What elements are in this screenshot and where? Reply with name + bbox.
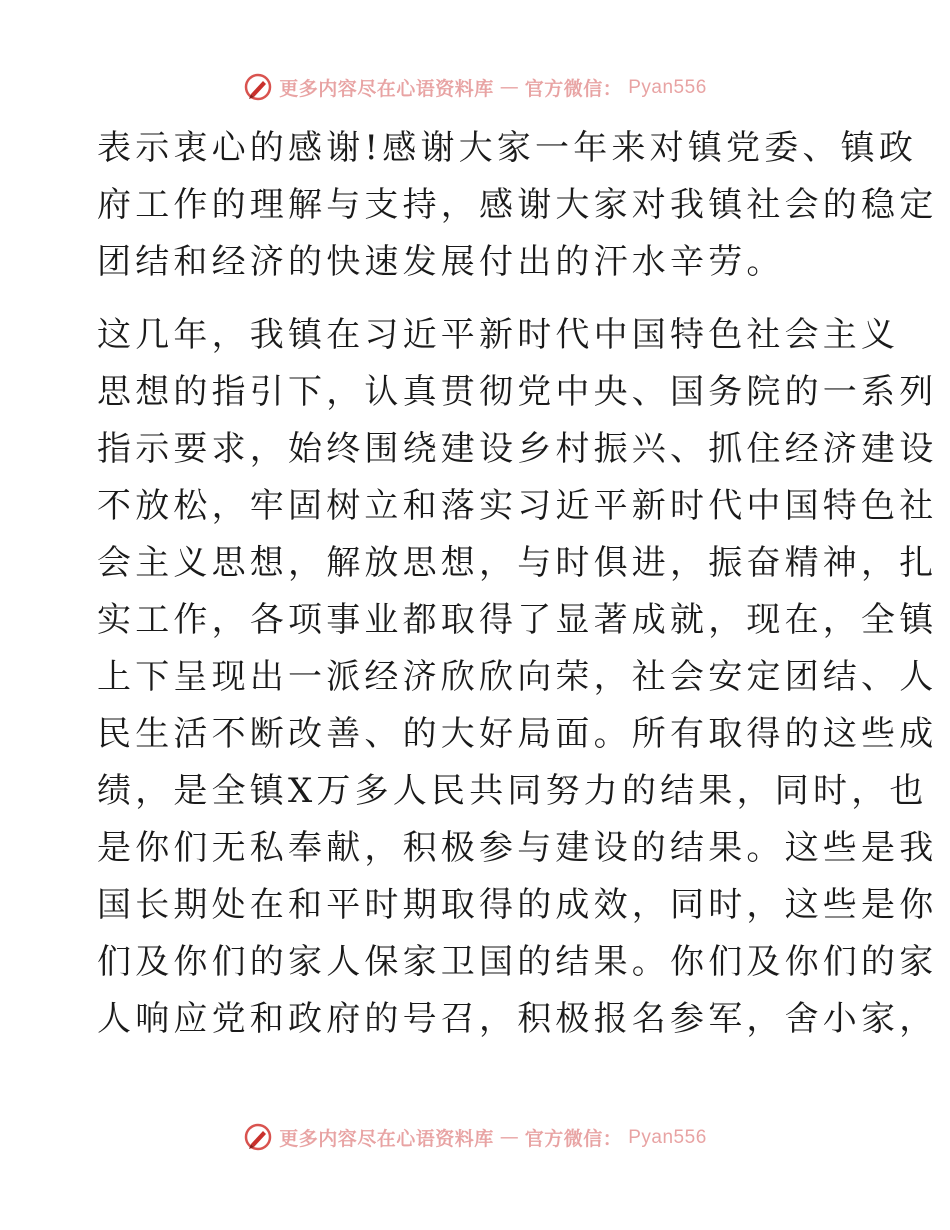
text-line: 表示衷心的感谢!感谢大家一年来对镇党委、镇政 [97,128,918,168]
footer-watermark [0,1122,950,1152]
pen-logo-icon [243,72,273,102]
text-line: 府工作的理解与支持，感谢大家对我镇社会的稳定 [97,185,938,225]
text-line: 人响应党和政府的号召，积极报名参军，舍小家， [97,999,938,1039]
watermark-text: 更多内容尽在心语资料库 [279,1127,494,1150]
watermark-wechat-label: 官方微信： [524,77,623,100]
pen-logo-icon [243,1122,273,1152]
text-line: 们及你们的家人保家卫国的结果。你们及你们的家 [97,942,938,982]
header-watermark [0,72,950,102]
text-line: 上下呈现出一派经济欣欣向荣，社会安定团结、人 [97,657,938,697]
text-line: 这几年，我镇在习近平新时代中国特色社会主义 [97,315,900,355]
text-line: 指示要求，始终围绕建设乡村振兴、抓住经济建设 [97,429,938,469]
text-line: 是你们无私奉献，积极参与建设的结果。这些是我 [97,828,938,868]
text-line: 国长期处在和平时期取得的成效，同时，这些是你 [97,885,938,925]
document-body [97,120,938,1048]
watermark-wechat-id: Pyan556 [628,1126,707,1148]
watermark-separator: — [499,76,519,98]
text-line: 绩，是全镇X万多人民共同努力的结果，同时，也 [97,771,928,811]
watermark-wechat-id: Pyan556 [628,76,707,98]
text-line: 民生活不断改善、的大好局面。所有取得的这些成 [97,714,938,754]
text-line: 实工作，各项事业都取得了显著成就，现在，全镇 [97,600,938,640]
text-line: 思想的指引下，认真贯彻党中央、国务院的一系列 [97,372,938,412]
text-line: 会主义思想，解放思想，与时俱进，振奋精神，扎 [97,543,938,583]
watermark-wechat-label: 官方微信： [524,1127,623,1150]
watermark-text: 更多内容尽在心语资料库 [279,77,494,100]
paragraph [97,120,938,291]
text-line: 不放松，牢固树立和落实习近平新时代中国特色社 [97,486,938,526]
watermark-separator: — [499,1126,519,1148]
text-line: 团结和经济的快速发展付出的汗水辛劳。 [97,242,785,282]
paragraph-spacer [97,291,857,307]
paragraph [97,307,938,1048]
